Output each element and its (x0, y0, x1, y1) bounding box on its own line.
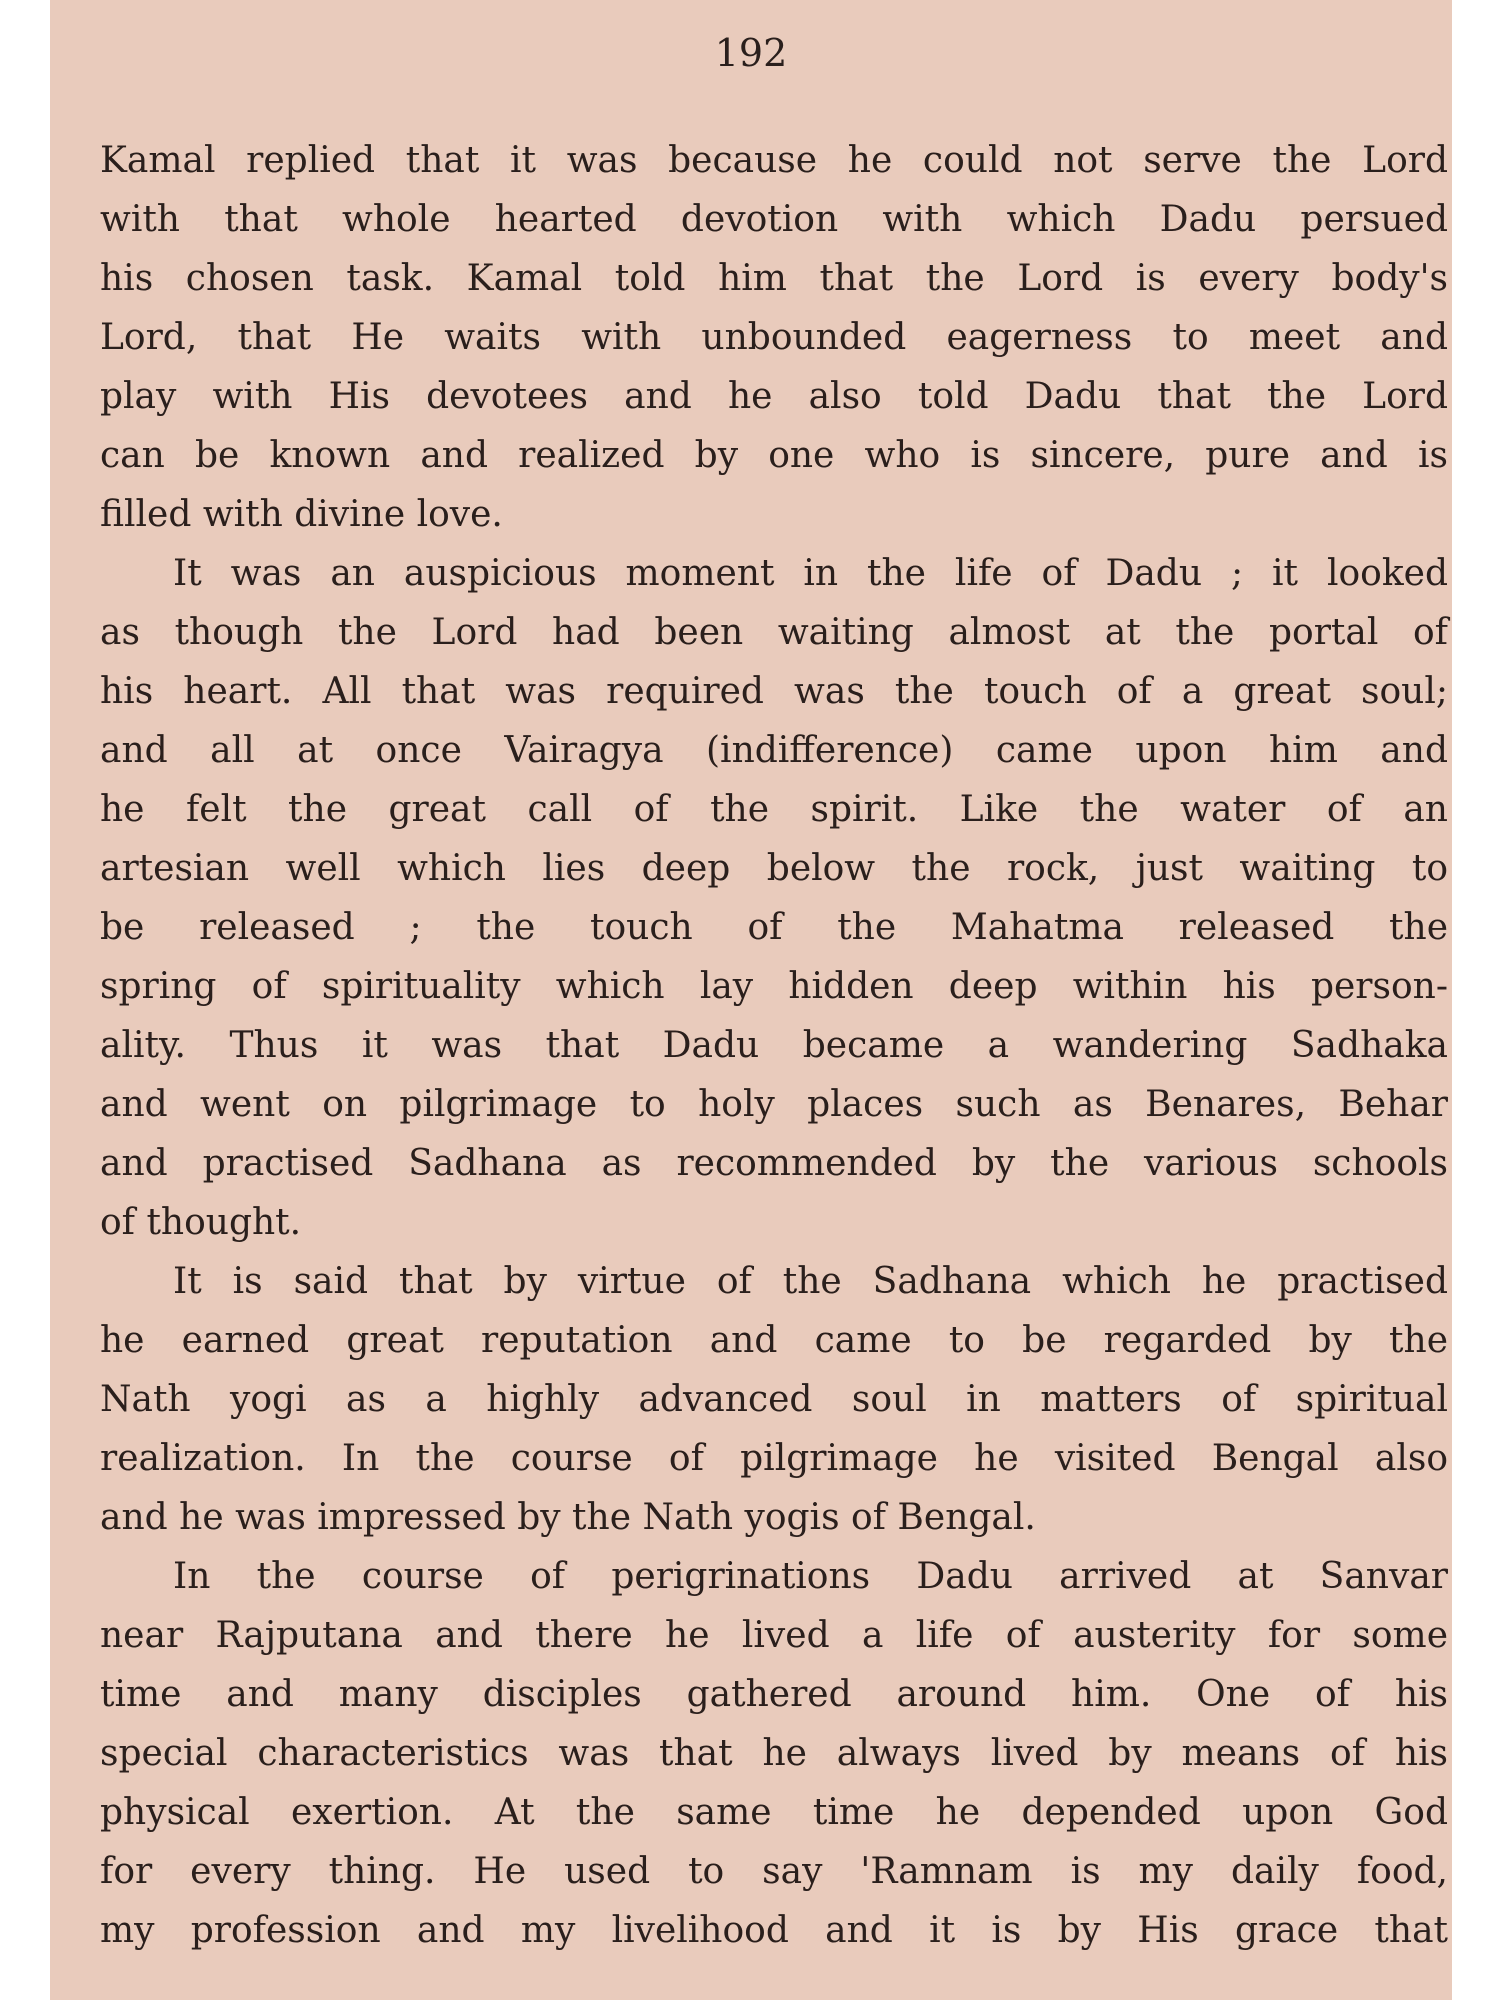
paragraph-4 (100, 1547, 1448, 1960)
text-line: with that whole hearted devotion with which Dadu persued (100, 199, 1448, 240)
paragraph-3 (100, 1252, 1448, 1547)
text-line: realization. In the course of pilgrimage he visited Bengal also (100, 1438, 1448, 1479)
text-line: can be known and realized by one who is sincere, pure and is (100, 435, 1448, 476)
text-line: play with His devotees and he also told Dadu that the Lord (100, 376, 1448, 417)
body-text (100, 131, 1448, 1960)
text-line: be released ; the touch of the Mahatma released the (100, 907, 1448, 948)
text-line: near Rajputana and there he lived a life of austerity for some (100, 1615, 1448, 1656)
text-line: for every thing. He used to say 'Ramnam is my daily food, (100, 1851, 1448, 1892)
text-line: and went on pilgrimage to holy places such as Benares, Behar (100, 1084, 1448, 1125)
text-line: Lord, that He waits with unbounded eagerness to meet and (100, 317, 1448, 358)
text-line: It is said that by virtue of the Sadhana which he practised (173, 1261, 1448, 1302)
text-line: spring of spirituality which lay hidden deep within his person- (100, 966, 1448, 1007)
paragraph-1 (100, 131, 1448, 544)
text-line: Kamal replied that it was because he could not serve the Lord (100, 140, 1448, 181)
text-line: and all at once Vairagya (indifference) came upon him and (100, 730, 1448, 771)
text-line: special characteristics was that he always lived by means of his (100, 1733, 1448, 1774)
text-line: and practised Sadhana as recommended by the various schools (100, 1143, 1448, 1184)
text-line: he earned great reputation and came to be regarded by the (100, 1320, 1448, 1361)
text-line: It was an auspicious moment in the life of Dadu ; it looked (173, 553, 1448, 594)
book-page (50, 0, 1452, 2000)
text-line: of thought. (100, 1202, 302, 1243)
text-line: In the course of perigrinations Dadu arrived at Sanvar (173, 1556, 1448, 1597)
text-line: filled with divine love. (100, 494, 503, 535)
text-line: and he was impressed by the Nath yogis of Bengal. (100, 1497, 1036, 1538)
text-line: time and many disciples gathered around him. One of his (100, 1674, 1448, 1715)
text-line: he felt the great call of the spirit. Like the water of an (100, 789, 1448, 830)
text-line: physical exertion. At the same time he depended upon God (100, 1792, 1448, 1833)
paragraph-2 (100, 544, 1448, 1252)
text-line: artesian well which lies deep below the rock, just waiting to (100, 848, 1448, 889)
text-line: my profession and my livelihood and it is by His grace that (100, 1910, 1448, 1951)
text-line: his chosen task. Kamal told him that the Lord is every body's (100, 258, 1448, 299)
text-line: his heart. All that was required was the touch of a great soul; (100, 671, 1448, 712)
text-line: ality. Thus it was that Dadu became a wandering Sadhaka (100, 1025, 1448, 1066)
text-line: as though the Lord had been waiting almost at the portal of (100, 612, 1448, 653)
text-line: Nath yogi as a highly advanced soul in matters of spiritual (100, 1379, 1448, 1420)
page-number: 192 (714, 31, 788, 75)
